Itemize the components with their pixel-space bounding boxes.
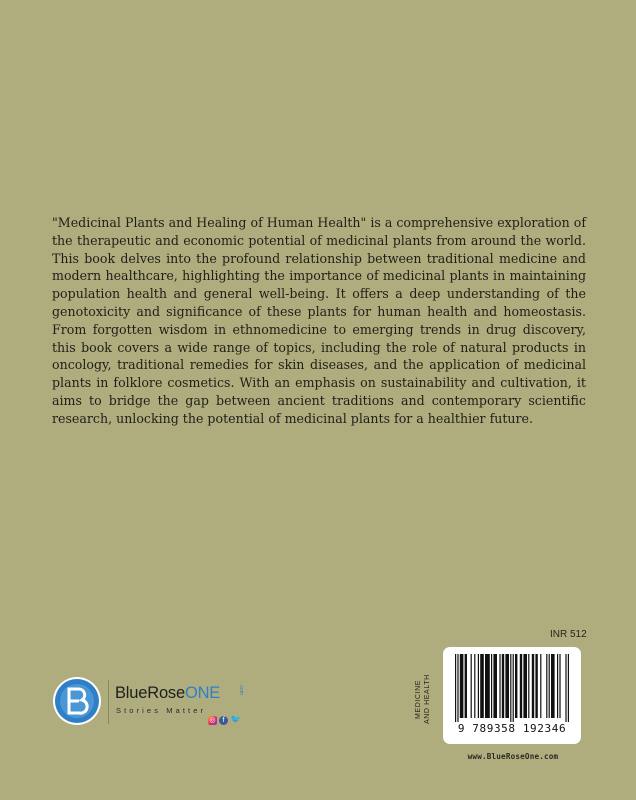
publisher-name-suffix: .com [238, 684, 244, 695]
bluerose-b-logo-icon [52, 676, 102, 726]
barcode-bar [528, 654, 529, 718]
barcode-bar [549, 654, 550, 718]
facebook-icon: f [219, 716, 228, 725]
isbn-number: 9 789358 192346 [457, 722, 567, 735]
publisher-name-part1: BlueRose [115, 684, 185, 702]
barcode-bar [478, 654, 479, 718]
instagram-icon: ◎ [209, 716, 216, 724]
category-label [414, 656, 440, 742]
barcode-bar [505, 654, 509, 718]
barcode-bar [515, 654, 517, 718]
publisher-tagline: Stories Matter [116, 706, 207, 715]
category-line2: AND HEALTH [424, 674, 431, 724]
barcode-bar [546, 654, 547, 718]
barcode-bar [557, 654, 558, 718]
publisher-name-part2: ONE [184, 684, 221, 702]
barcode-bar [471, 654, 472, 718]
logo-divider [108, 680, 109, 724]
barcode [443, 647, 581, 744]
publisher-name [115, 684, 220, 703]
barcode-bar [455, 654, 456, 722]
barcode-bar [535, 654, 537, 718]
barcode-bar [532, 654, 534, 718]
barcode-bar [520, 654, 522, 718]
publisher-logo [52, 676, 252, 732]
barcode-bar [465, 654, 467, 718]
barcode-bar [513, 654, 514, 722]
barcode-bar [502, 654, 504, 718]
barcode-bar [540, 654, 541, 718]
barcode-bar [460, 654, 464, 718]
barcode-bar [559, 654, 560, 718]
category-line1: MEDICINE [415, 679, 422, 719]
barcode-bar [493, 654, 497, 718]
barcode-bar [480, 654, 484, 718]
barcode-bar [491, 654, 492, 718]
publisher-website: www.BlueRoseOne.com [467, 752, 559, 761]
barcode-bar [474, 654, 475, 718]
barcode-bar [565, 654, 566, 722]
barcode-bar [457, 654, 458, 722]
barcode-bar [485, 654, 490, 718]
barcode-bars [455, 654, 569, 722]
book-description: "Medicinal Plants and Healing of Human Health" is a comprehensive exploration of the therapeutic and economic potential of medicinal plants from around the world. This book delves into the profound relationship between traditional medicine and modern healthcare, highlighting the importance of medicinal plants in maintaining population health and general well-being. It offers a deep understanding of the genotoxicity and significance of these plants for human health and homeostasis. From forgotten wisdom in ethnomedicine to emerging trends in drug discovery, this book covers a wide range of topics, including the role of natural products in oncology, traditional remedies for skin diseases, and the application of medicinal plants in folklore cosmetics. With an emphasis on sustainability and cultivation, it aims to bridge the gap between ancient traditions and contemporary scientific research, unlocking the potential of medicinal plants for a healthier future. [52, 215, 586, 426]
social-icons [208, 715, 242, 726]
barcode-bar [523, 654, 527, 718]
twitter-icon: 🐦 [230, 715, 242, 725]
barcode-bar [510, 654, 511, 722]
barcode-bar [568, 654, 569, 722]
barcode-bar [499, 654, 500, 718]
barcode-bar [551, 654, 555, 718]
price-label: INR 512 [550, 629, 587, 640]
